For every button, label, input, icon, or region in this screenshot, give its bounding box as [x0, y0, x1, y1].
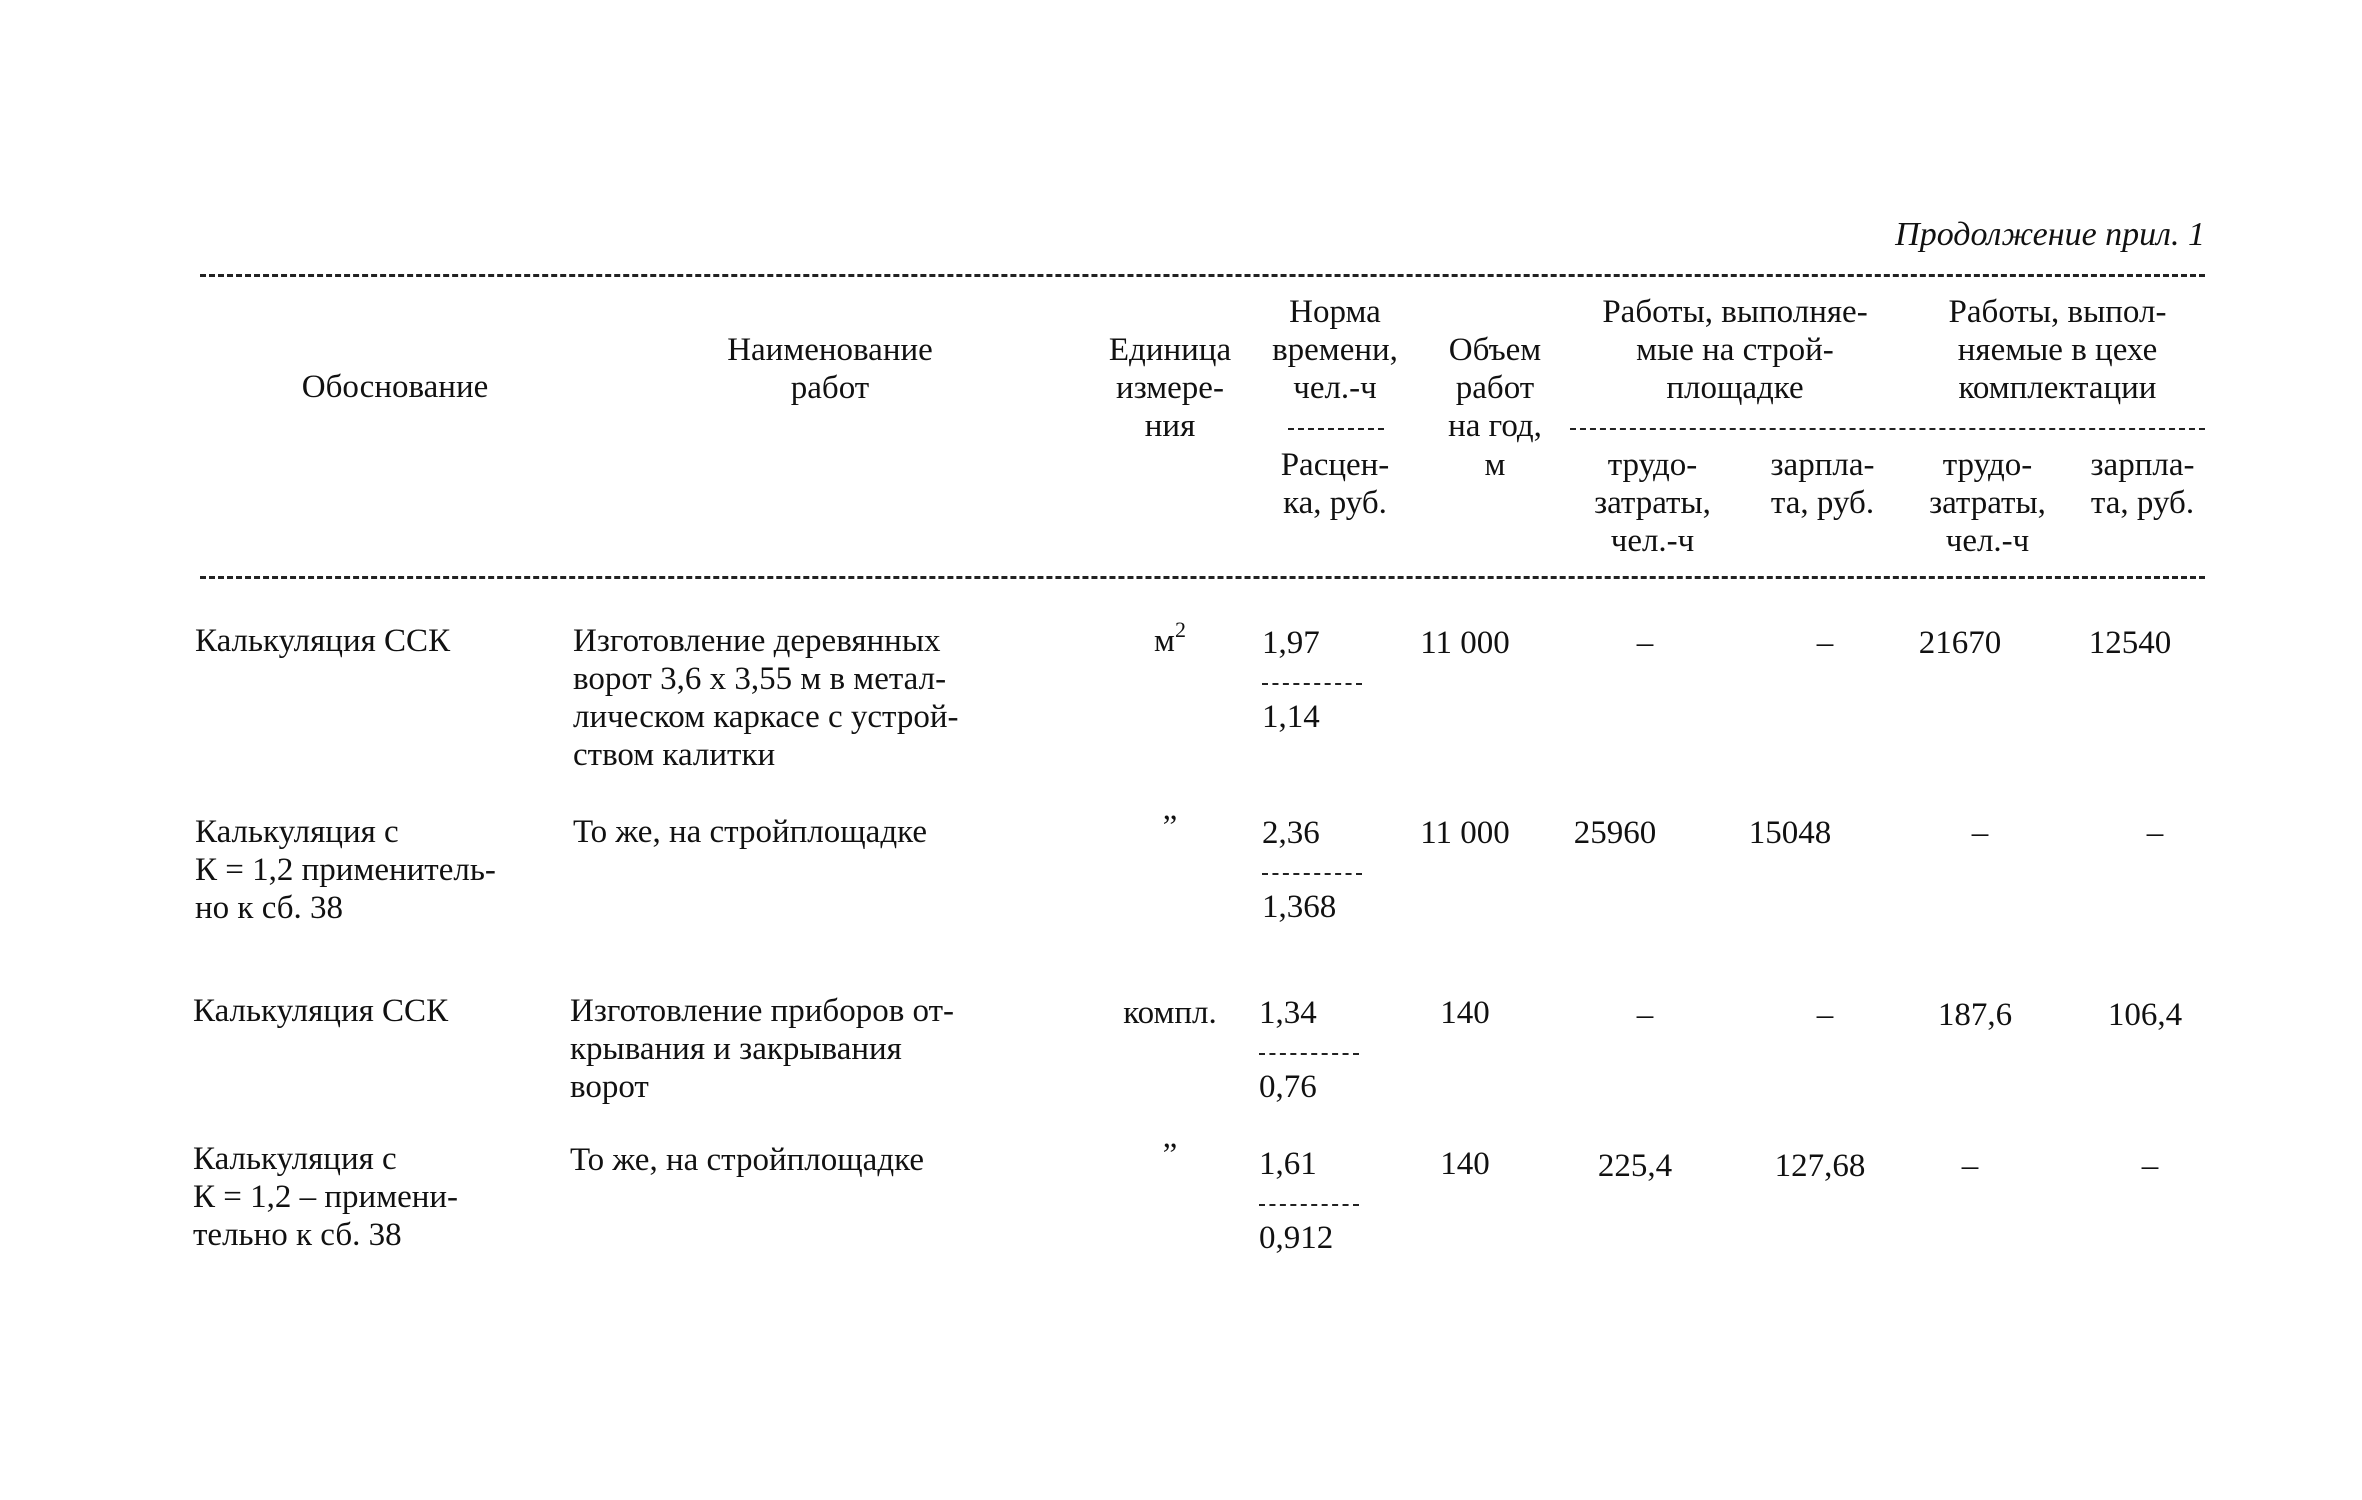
row4-site-labor: 225,4 [1597, 1148, 1673, 1184]
header-name-line1: Наименование [727, 332, 933, 368]
row2-volume: 11 000 [1420, 815, 1510, 851]
header-site-wage-line2: та, руб. [1770, 485, 1875, 521]
row2-norm: 2,36 [1262, 815, 1320, 851]
row4-site-wage: 127,68 [1774, 1148, 1866, 1184]
header-norm-line3: чел.-ч [1293, 370, 1377, 406]
row1-unit [1120, 617, 1220, 660]
header-norm-divider [1288, 428, 1384, 430]
row1-site-wage: – [1816, 625, 1834, 661]
header-volume-line3: на год, [1448, 408, 1542, 444]
row4-basis-line3: тельно к сб. 38 [193, 1217, 402, 1253]
row4-basis-line2: К = 1,2 – примени- [193, 1179, 459, 1215]
row4-shop-labor: – [1961, 1148, 1979, 1184]
table-top-rule [200, 274, 2205, 277]
row1-name-line4: ством калитки [573, 737, 776, 773]
header-unit-line2: измере- [1116, 370, 1224, 406]
row3-unit: компл. [1123, 995, 1217, 1031]
row1-volume: 11 000 [1420, 625, 1510, 661]
row4-norm: 1,61 [1259, 1146, 1317, 1182]
row1-shop-wage: 12540 [2088, 625, 2172, 661]
row1-norm: 1,97 [1262, 625, 1320, 661]
header-shop-labor-line2: затраты, [1929, 485, 2046, 521]
row1-shop-labor: 21670 [1918, 625, 2002, 661]
header-site-line1: Работы, выполняе- [1602, 294, 1868, 330]
row4-shop-wage: – [2141, 1148, 2159, 1184]
row1-unit-exponent: 2 [1174, 617, 1186, 642]
row2-name: То же, на стройплощадке [573, 814, 927, 850]
row2-site-labor: 25960 [1573, 815, 1657, 851]
row3-site-labor: – [1636, 997, 1654, 1033]
row2-site-wage: 15048 [1748, 815, 1832, 851]
header-site-wage-line1: зарпла- [1770, 447, 1875, 483]
row2-basis-line1: Калькуляция с [195, 814, 399, 850]
header-site-line3: площадке [1666, 370, 1804, 406]
row3-site-wage: – [1816, 997, 1834, 1033]
table-header-rule [200, 576, 2205, 579]
header-volume-line1: Объем [1448, 332, 1542, 368]
row4-rate: 0,912 [1259, 1220, 1334, 1256]
header-rate-line1: Расцен- [1280, 447, 1390, 483]
header-shop-labor-line1: трудо- [1942, 447, 2033, 483]
row1-rate: 1,14 [1262, 699, 1320, 735]
header-norm-line2: времени, [1272, 332, 1398, 368]
row3-volume: 140 [1440, 995, 1490, 1031]
row3-name-line1: Изготовление приборов от- [570, 993, 955, 1029]
header-volume-line4: м [1484, 447, 1506, 483]
row2-shop-wage: – [2146, 815, 2164, 851]
row2-basis-line2: К = 1,2 применитель- [195, 852, 496, 888]
row3-shop-wage: 106,4 [2107, 997, 2183, 1033]
row4-fraction-bar [1259, 1204, 1359, 1206]
row3-shop-labor: 187,6 [1937, 997, 2013, 1033]
continuation-note: Продолжение прил. 1 [1895, 216, 2205, 253]
row2-rate: 1,368 [1262, 889, 1337, 925]
row1-site-labor: – [1636, 625, 1654, 661]
row1-name-line2: ворот 3,6 х 3,55 м в метал- [573, 661, 947, 697]
row1-fraction-bar [1262, 683, 1362, 685]
header-group-divider [1570, 428, 2205, 430]
header-shop-wage-line1: зарпла- [2090, 447, 2195, 483]
header-shop-line1: Работы, выпол- [1948, 294, 2167, 330]
row2-fraction-bar [1262, 873, 1362, 875]
header-site-line2: мые на строй- [1636, 332, 1834, 368]
row1-unit-base: м [1154, 623, 1175, 659]
row4-unit-ditto: ” [1162, 1137, 1178, 1173]
header-rate-line2: ка, руб. [1283, 485, 1387, 521]
row3-norm: 1,34 [1259, 995, 1317, 1031]
header-site-labor-line1: трудо- [1607, 447, 1698, 483]
header-site-labor-line2: затраты, [1594, 485, 1711, 521]
header-unit-line3: ния [1144, 408, 1196, 444]
row3-rate: 0,76 [1259, 1069, 1317, 1105]
row1-name-line3: лическом каркасе с устрой- [573, 699, 959, 735]
row1-basis: Калькуляция ССК [195, 623, 451, 659]
header-shop-labor-line3: чел.-ч [1945, 523, 2030, 559]
row2-shop-labor: – [1971, 815, 1989, 851]
header-unit-line1: Единица [1108, 332, 1232, 368]
header-norm-line1: Норма [1289, 294, 1381, 330]
row3-basis: Калькуляция ССК [193, 993, 449, 1029]
header-shop-line3: комплектации [1958, 370, 2157, 406]
row2-basis-line3: но к сб. 38 [195, 890, 344, 926]
row4-basis-line1: Калькуляция с [193, 1141, 397, 1177]
row3-fraction-bar [1259, 1053, 1359, 1055]
row3-name-line3: ворот [570, 1069, 649, 1105]
row1-name-line1: Изготовление деревянных [573, 623, 941, 659]
row4-volume: 140 [1440, 1146, 1490, 1182]
header-name-line2: работ [790, 370, 870, 406]
row2-unit-ditto: ” [1162, 809, 1178, 845]
row4-name: То же, на стройплощадке [570, 1142, 924, 1178]
header-site-labor-line3: чел.-ч [1610, 523, 1695, 559]
header-shop-wage-line2: та, руб. [2090, 485, 2195, 521]
row3-name-line2: крывания и закрывания [570, 1031, 902, 1067]
header-basis: Обоснование [301, 369, 489, 405]
header-volume-line2: работ [1455, 370, 1535, 406]
header-shop-line2: няемые в цехе [1957, 332, 2158, 368]
